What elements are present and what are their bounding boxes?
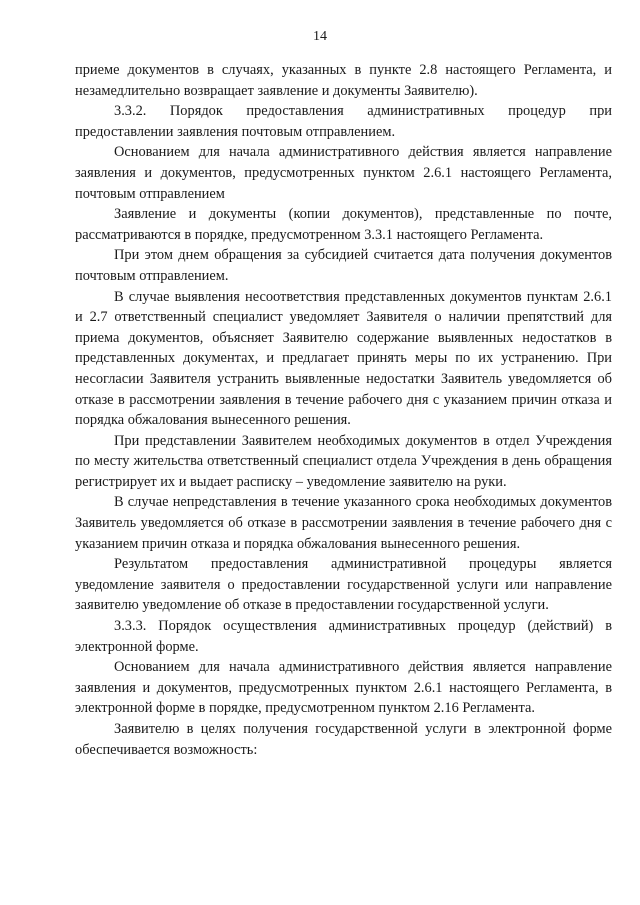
body-text (75, 60, 612, 760)
paragraph: Заявителю в целях получения государственной услуги в электронной форме обеспечивается возможность: (75, 721, 612, 758)
paragraph: 3.3.3. Порядок осуществления административных процедур (действий) в электронной форме. (75, 618, 612, 655)
paragraph: В случае выявления несоответствия представленных документов пунктам 2.6.1 и 2.7 ответственный специалист уведомляет Заявителя о наличии препятствий для приема документов, объясняет Заявителю содержание выявленных недостатков в представленных документах, и предлагает принять меры по их устранению. При несогласии Заявителя устранить выявленные недостатки Заявитель уведомляется об отказе в рассмотрении заявления в течение рабочего дня с указанием причин отказа и порядка обжалования вынесенного решения. (75, 288, 612, 429)
paragraph: приеме документов в случаях, указанных в пункте 2.8 настоящего Регламента, и незамедлительно возвращает заявление и документы Заявителю). (75, 62, 612, 99)
paragraph: При представлении Заявителем необходимых документов в отдел Учреждения по месту жительства ответственный специалист отдела Учреждения в день обращения регистрирует их и выдает расписку – уведомление заявителю на руки. (75, 432, 612, 490)
paragraph: Основанием для начала административного действия является направление заявления и документов, предусмотренных пунктом 2.6.1 настоящего Регламента, почтовым отправлением (75, 144, 612, 202)
page-number: 14 (313, 29, 327, 44)
paragraph: 3.3.2. Порядок предоставления административных процедур при предоставлении заявления почтовым отправлением. (75, 103, 612, 140)
paragraph: В случае непредставления в течение указанного срока необходимых документов Заявитель уведомляется об отказе в рассмотрении заявления в течение рабочего дня с указанием причин отказа и порядка обжалования вынесенного решения. (75, 494, 612, 552)
paragraph: Заявление и документы (копии документов), представленные по почте, рассматриваются в порядке, предусмотренном 3.3.1 настоящего Регламента. (75, 206, 612, 243)
paragraph: Результатом предоставления административной процедуры является уведомление заявителя о предоставлении государственной услуги или направление заявителю уведомление об отказе в предоставлении государственной услуги. (75, 556, 612, 614)
paragraph: При этом днем обращения за субсидией считается дата получения документов почтовым отправлением. (75, 247, 612, 284)
paragraph: Основанием для начала административного действия является направление заявления и документов, предусмотренных пунктом 2.6.1 настоящего Регламента, в электронной форме в порядке, предусмотренном пунктом 2.16 Регламента. (75, 659, 612, 717)
